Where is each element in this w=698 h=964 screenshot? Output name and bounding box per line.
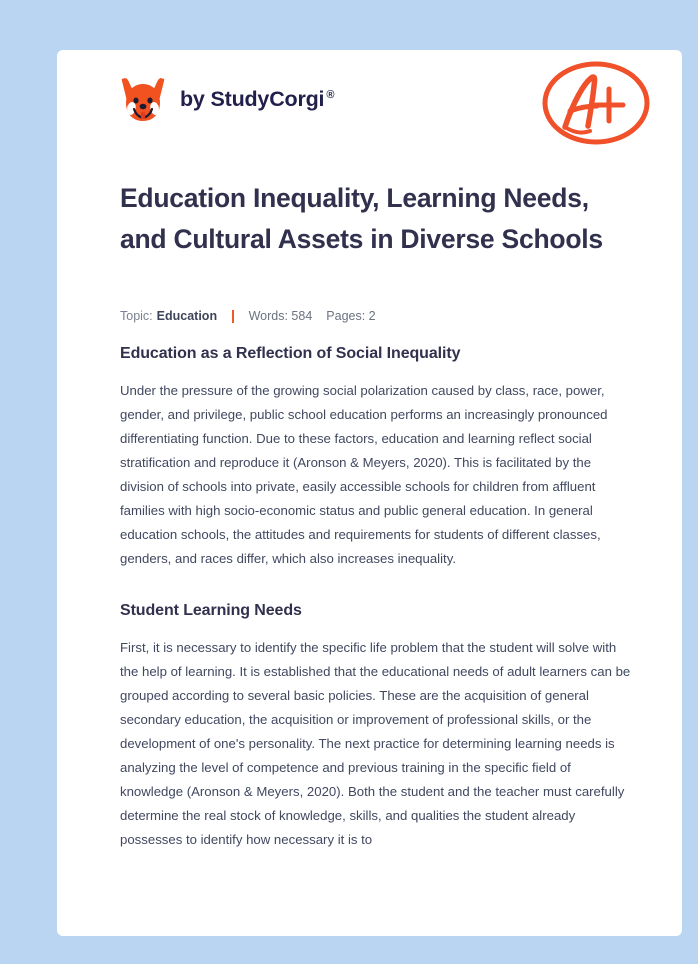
corgi-face-icon	[120, 75, 166, 125]
document-page	[57, 50, 682, 936]
brand-lockup[interactable]	[120, 68, 334, 132]
page-count: Pages: 2	[326, 309, 376, 323]
document-header	[57, 50, 682, 162]
brand-title	[180, 89, 334, 111]
meta-separator	[232, 310, 234, 323]
section-paragraph-1: Under the pressure of the growing social polarization caused by class, race, power, gender, and privilege, public school education performs an increasingly pronounced differentiating function. Due to these factors, education and learning reflect social stratification and reproduce it (Aronson & Meyers, 2020). This is facilitated by the division of schools into private, easily accessible schools for children from affluent families with high socio-economic status and public general education. In general education schools, the attitudes and requirements for students of different classes, genders, and races differ, which also increases inequality.	[120, 383, 608, 566]
registered-mark: ®	[326, 89, 335, 102]
brand-prefix: by	[180, 87, 211, 112]
topic-label: Topic:	[120, 309, 153, 323]
document-body	[120, 345, 632, 852]
section-paragraph-2: First, it is necessary to identify the specific life problem that the student will solve with the help of learning. It is established that the educational needs of adult learners can be grouped according to several basic policies. These are the acquisition of general secondary education, the acquisition or improvement of professional skills, or the development of one's personality. The next practice for determining learning needs is analyzing the level of competence and previous training in the specific field of knowledge (Aronson & Meyers, 2020). Both the student and the teacher must carefully determine the real stock of knowledge, skills, and qualities the student already possesses to identify how necessary it is to	[120, 640, 631, 847]
topic-value[interactable]: Education	[156, 309, 218, 323]
word-count: Words: 584	[248, 309, 313, 323]
a-plus-grade-icon	[538, 55, 654, 155]
brand-name: StudyCorgi	[210, 87, 325, 112]
section-heading-2: Student Learning Needs	[120, 602, 302, 619]
document-meta	[120, 309, 376, 323]
page-title: Education Inequality, Learning Needs, and Cultural Assets in Diverse Schools	[120, 183, 603, 254]
section-heading-1: Education as a Reflection of Social Inequality	[120, 345, 461, 362]
